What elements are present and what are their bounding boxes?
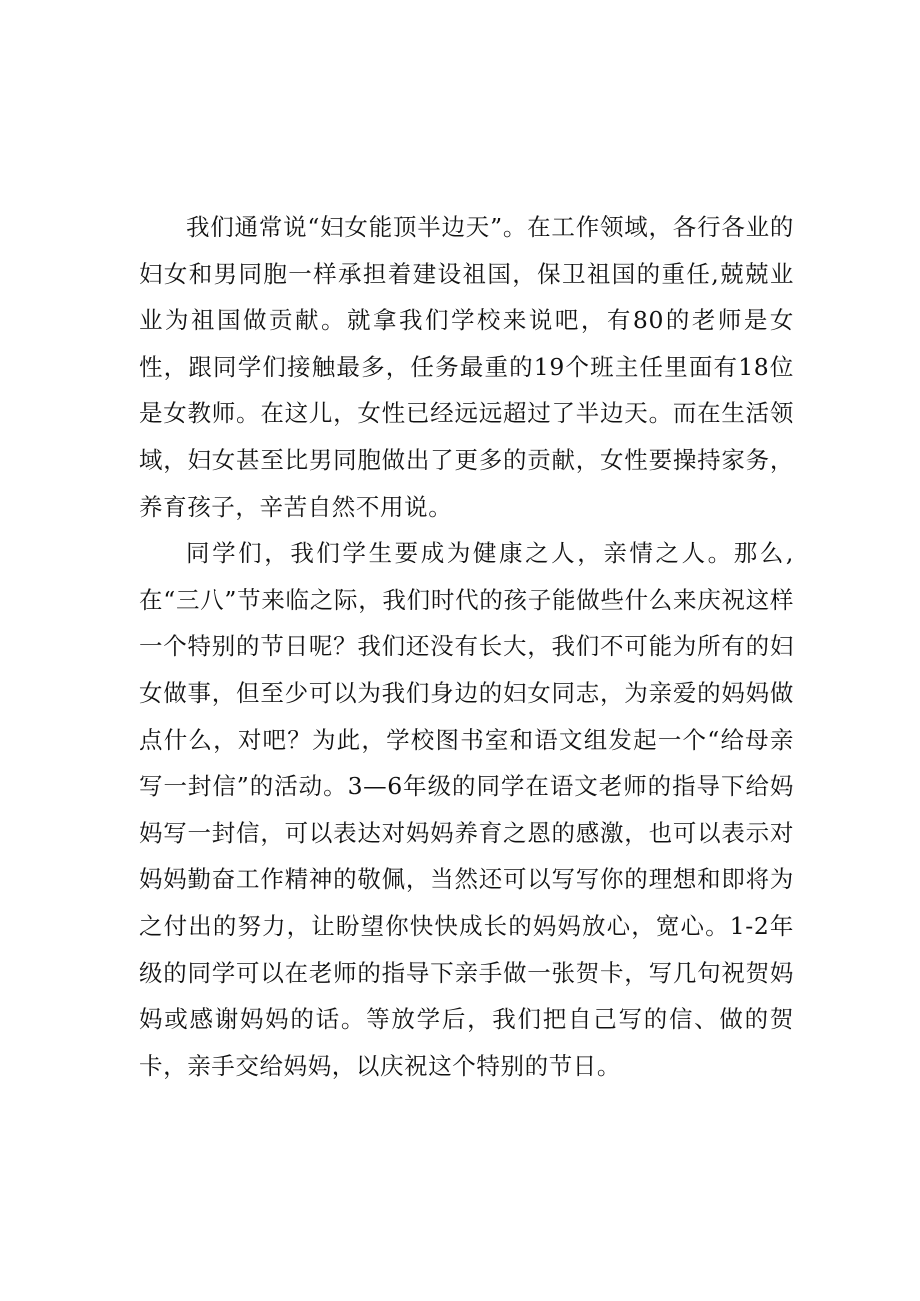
- document-body: [139, 204, 794, 1089]
- paragraph-1: 我们通常说“妇女能顶半边天”。在工作领域，各行各业的妇女和男同胞一样承担着建设祖国，保卫祖国的重任,兢兢业业为祖国做贡献。就拿我们学校来说吧，有80的老师是女性，跟同学们接触最多，任务最重的19个班主任里面有18位是女教师。在这儿，女性已经远远超过了半边天。而在生活领域，妇女甚至比男同胞做出了更多的贡献，女性要操持家务，养育孩子，辛苦自然不用说。: [139, 213, 794, 521]
- paragraph-2: 同学们，我们学生要成为健康之人，亲情之人。那么,在“三八”节来临之际，我们时代的孩子能做些什么来庆祝这样一个特别的节日呢？我们还没有长大，我们不可能为所有的妇女做事，但至少可以为我们身边的妇女同志，为亲爱的妈妈做点什么，对吧？为此，学校图书室和语文组发起一个“给母亲写一封信”的活动。3—6年级的同学在语文老师的指导下给妈妈写一封信，可以表达对妈妈养育之恩的感激，也可以表示对妈妈勤奋工作精神的敬佩，当然还可以写写你的理想和即将为之付出的努力，让盼望你快快成长的妈妈放心，宽心。1-2年级的同学可以在老师的指导下亲手做一张贺卡，写几句祝贺妈妈或感谢妈妈的话。等放学后，我们把自己写的信、做的贺卡，亲手交给妈妈，以庆祝这个特别的节日。: [139, 539, 794, 1080]
